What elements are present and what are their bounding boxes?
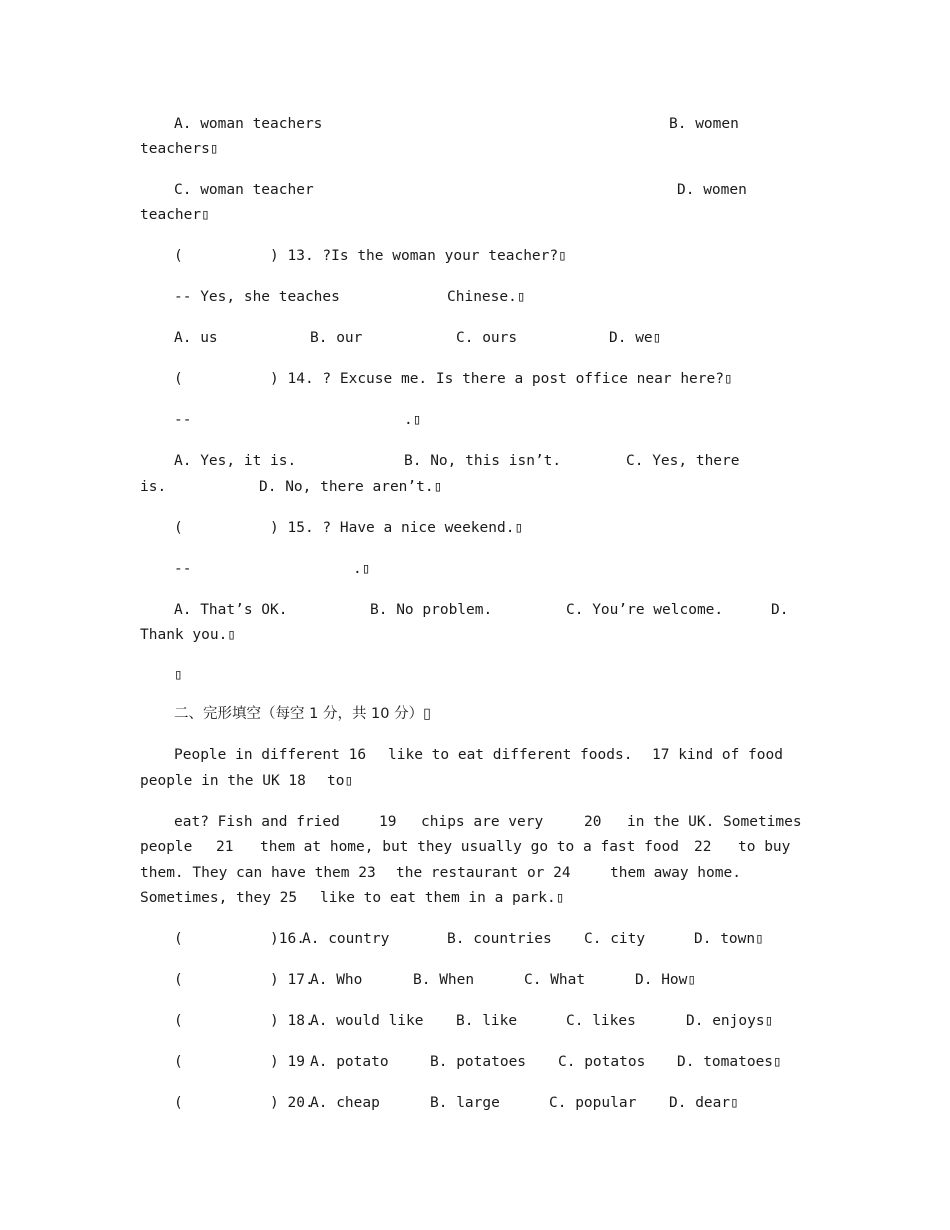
- passage-text: like to eat different foods.: [388, 747, 633, 763]
- q13-option-b: B. our: [310, 330, 363, 346]
- q16-option-d: D. town▯: [694, 931, 764, 947]
- passage-text: chips are very: [421, 814, 544, 830]
- passage-text: them at home, but they usually go to a fast food: [260, 839, 680, 855]
- passage-text: 22: [694, 839, 712, 855]
- passage-text: 21: [216, 839, 234, 855]
- q16-number: ( )16.: [174, 931, 305, 947]
- q20-number: ( ) 20.: [174, 1095, 314, 1111]
- q14-option-c: C. Yes, there: [626, 453, 740, 469]
- passage-text: People in different 16: [174, 747, 367, 763]
- passage-text: 19: [379, 814, 397, 830]
- q13-stem: ( ) 13. ?Is the woman your teacher?▯: [174, 248, 567, 264]
- q13-option-c: C. ours: [456, 330, 518, 346]
- passage-text: eat? Fish and fried: [174, 814, 340, 830]
- q14-option-a: A. Yes, it is.: [174, 453, 297, 469]
- passage-text: the restaurant or 24: [396, 865, 571, 881]
- q15-option-a: A. That’s OK.: [174, 602, 288, 618]
- q14-answer-end: .▯: [404, 412, 422, 428]
- q18-option-b: B. like: [456, 1013, 518, 1029]
- q15-answer-end: .▯: [353, 561, 371, 577]
- q16-option-c: C. city: [584, 931, 646, 947]
- q20-option-c: C. popular: [549, 1095, 637, 1111]
- q15-option-d-cont: Thank you.▯: [140, 627, 237, 643]
- passage-text: to▯: [327, 773, 354, 789]
- q14-option-d: D. No, there aren’t.▯: [259, 479, 443, 495]
- q14-option-c-cont: is.: [140, 479, 167, 495]
- q18-number: ( ) 18.: [174, 1013, 314, 1029]
- q12-option-d-cont: teacher▯: [140, 207, 210, 223]
- q13-option-a: A. us: [174, 330, 218, 346]
- q19-option-a: A. potato: [310, 1054, 389, 1070]
- q12-option-b: B. women: [669, 116, 739, 132]
- q13-option-d: D. we▯: [609, 330, 662, 346]
- q17-option-c: C. What: [524, 972, 586, 988]
- passage-text: 17 kind of food: [652, 747, 783, 763]
- q18-option-d: D. enjoys▯: [686, 1013, 774, 1029]
- q17-number: ( ) 17.: [174, 972, 314, 988]
- q15-answer-dash: --: [174, 561, 192, 577]
- q13-answer: -- Yes, she teaches: [174, 289, 340, 305]
- q20-option-b: B. large: [430, 1095, 500, 1111]
- q14-stem: ( ) 14. ? Excuse me. Is there a post office near here?▯: [174, 371, 733, 387]
- passage-text: them. They can have them 23: [140, 865, 376, 881]
- q18-option-c: C. likes: [566, 1013, 636, 1029]
- q14-option-b: B. No, this isn’t.: [404, 453, 562, 469]
- q12-option-d: D. women: [677, 182, 747, 198]
- q16-option-a: A. country: [302, 931, 390, 947]
- q15-option-c: C. You’re welcome.: [566, 602, 724, 618]
- q20-option-a: A. cheap: [310, 1095, 380, 1111]
- section-heading: 二、完形填空（每空 1 分，共 10 分）▯: [174, 706, 432, 722]
- passage-text: to buy: [738, 839, 791, 855]
- blank-paragraph-mark: ▯: [174, 667, 183, 683]
- q14-answer-dash: --: [174, 412, 192, 428]
- q15-stem: ( ) 15. ? Have a nice weekend.▯: [174, 520, 524, 536]
- passage-text: people: [140, 839, 193, 855]
- q20-option-d: D. dear▯: [669, 1095, 739, 1111]
- q18-option-a: A. would like: [310, 1013, 424, 1029]
- passage-text: Sometimes, they 25: [140, 890, 298, 906]
- q17-option-a: A. Who: [310, 972, 363, 988]
- q12-option-b-cont: teachers▯: [140, 141, 219, 157]
- passage-text: in the UK. Sometimes: [627, 814, 802, 830]
- q19-number: ( ) 19: [174, 1054, 305, 1070]
- passage-text: people in the UK 18: [140, 773, 306, 789]
- q13-answer-end: Chinese.▯: [447, 289, 526, 305]
- passage-text: 20: [584, 814, 602, 830]
- q17-option-b: B. When: [413, 972, 475, 988]
- q19-option-c: C. potatos: [558, 1054, 646, 1070]
- q16-option-b: B. countries: [447, 931, 552, 947]
- passage-text: like to eat them in a park.▯: [320, 890, 565, 906]
- q19-option-b: B. potatoes: [430, 1054, 527, 1070]
- q19-option-d: D. tomatoes▯: [677, 1054, 782, 1070]
- q17-option-d: D. How▯: [635, 972, 697, 988]
- q15-option-b: B. No problem.: [370, 602, 493, 618]
- passage-text: them away home.: [610, 865, 741, 881]
- q15-option-d: D.: [771, 602, 789, 618]
- q12-option-a: A. woman teachers: [174, 116, 323, 132]
- q12-option-c: C. woman teacher: [174, 182, 314, 198]
